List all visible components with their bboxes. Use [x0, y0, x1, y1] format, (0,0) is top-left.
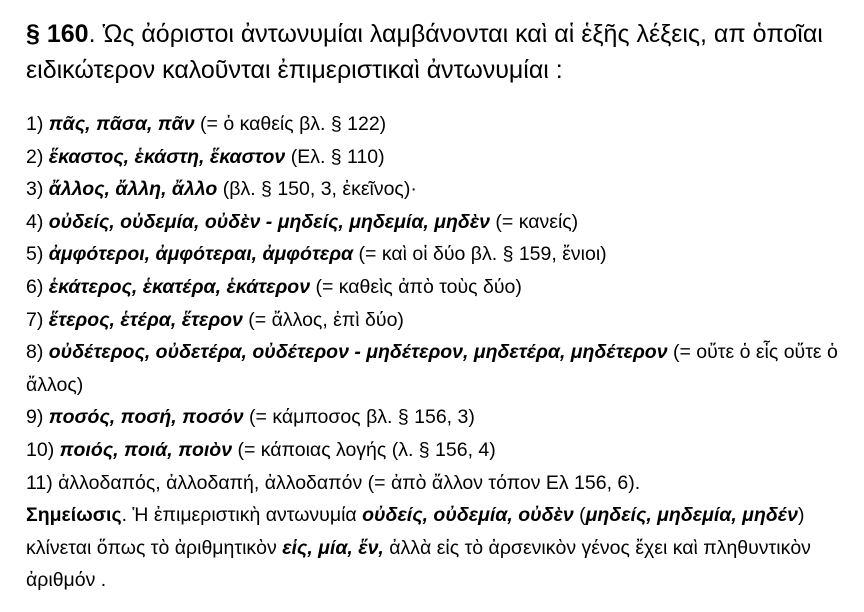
- section-number: § 160: [26, 20, 89, 48]
- note-text: ) κλίνεται ὅπως τὸ ἀριθμητικὸν: [26, 504, 805, 559]
- list-item: [26, 336, 854, 401]
- item-forms: ἕκαστος, ἑκάστη, ἕκαστον: [48, 145, 286, 168]
- list-item: [26, 401, 854, 434]
- item-number: 6): [26, 275, 49, 298]
- list-item: [26, 304, 854, 337]
- list-item: [26, 173, 854, 206]
- item-gloss: (= ὁ καθείς βλ. § 122): [194, 113, 387, 135]
- item-gloss: (= καθεὶς ἀπὸ τοὺς δύο): [310, 275, 522, 298]
- document-page: [26, 16, 854, 597]
- item-number: 11): [26, 471, 59, 494]
- item-gloss: (= οὔτε ὁ εἷς οὔτε ὁ ἄλλος): [26, 341, 838, 396]
- item-number: 5): [26, 243, 49, 266]
- list-item: [26, 434, 854, 467]
- pronoun-list: [26, 108, 854, 597]
- item-forms: πᾶς, πᾶσα, πᾶν: [48, 113, 195, 135]
- note-text: (: [573, 504, 586, 527]
- note-paragraph: [26, 499, 854, 597]
- item-gloss: (= κανείς): [490, 210, 579, 233]
- list-item: [26, 206, 854, 239]
- item-number: 9): [26, 406, 49, 429]
- item-number: 1): [26, 113, 49, 135]
- note-label: Σημείωσις: [26, 504, 122, 527]
- note-forms: εἱς, μία, ἕν,: [282, 536, 384, 559]
- section-heading: [26, 16, 854, 88]
- item-forms: ἕτερος, ἑτέρα, ἕτερον: [48, 308, 243, 331]
- list-item: [26, 238, 854, 271]
- item-gloss: (βλ. § 150, 3, ἐκεῖνος)·: [217, 178, 417, 201]
- note-text: . Ἡ ἐπιμεριστικὴ αντωνυμία: [121, 504, 363, 527]
- item-gloss: (= κάμποσος βλ. § 156, 3): [243, 406, 475, 429]
- list-item: [26, 108, 854, 141]
- item-forms: ἄλλος, ἄλλη, ἄλλο: [48, 178, 218, 201]
- item-forms: οὐδέτερος, οὐδετέρα, οὐδέτερον - μηδέτερον, μηδετέρα, μηδέτερον: [48, 341, 668, 364]
- list-item: [26, 467, 854, 500]
- item-number: 7): [26, 308, 49, 331]
- list-item: [26, 141, 854, 174]
- list-item: [26, 271, 854, 304]
- item-gloss: (Ελ. § 110): [285, 145, 385, 168]
- item-gloss: ἀλλοδαπός, ἀλλοδαπή, ἀλλοδαπόν (= ἀπὸ ἄλλον τόπον Ελ 156, 6).: [58, 471, 641, 494]
- item-forms: οὐδείς, οὐδεμία, οὐδὲν - μηδείς, μηδεμία, μηδὲν: [48, 210, 490, 233]
- item-forms: ἀμφότεροι, ἀμφότεραι, ἀμφότερα: [48, 243, 354, 266]
- section-heading-text: . Ὡς ἀόριστοι ἀντωνυμίαι λαμβάνονται καὶ αἱ ἑξῆς λέξεις, απ ὁποῖαι ειδικώτερον καλοῦνται ἐπιμεριστικαὶ ἀντωνυμίαι :: [26, 20, 823, 84]
- item-forms: ποσός, ποσή, ποσόν: [48, 406, 244, 429]
- note-forms: μηδείς, μηδεμία, μηδέν: [585, 504, 798, 527]
- item-forms: ποιός, ποιά, ποιὸν: [59, 438, 233, 461]
- item-gloss: (= κάποιας λογής (λ. § 156, 4): [232, 438, 496, 461]
- item-number: 8): [26, 341, 49, 364]
- note-text: ἀλλὰ εἰς τὸ ἀρσενικὸν γένος ἔχει καὶ πληθυντικὸν ἀριθμόν .: [26, 536, 811, 592]
- item-number: 4): [26, 210, 49, 233]
- note-forms: οὐδείς, οὐδεμία, οὐδὲν: [362, 504, 574, 527]
- item-forms: ἑκάτερος, ἑκατέρα, ἑκάτερον: [48, 275, 311, 298]
- item-number: 2): [26, 145, 49, 168]
- item-gloss: (= ἄλλος, ἐπὶ δύο): [242, 308, 404, 331]
- item-number: 3): [26, 178, 49, 201]
- item-number: 10): [26, 438, 60, 461]
- item-gloss: (= καὶ οἱ δύο βλ. § 159, ἔνιοι): [353, 243, 607, 266]
